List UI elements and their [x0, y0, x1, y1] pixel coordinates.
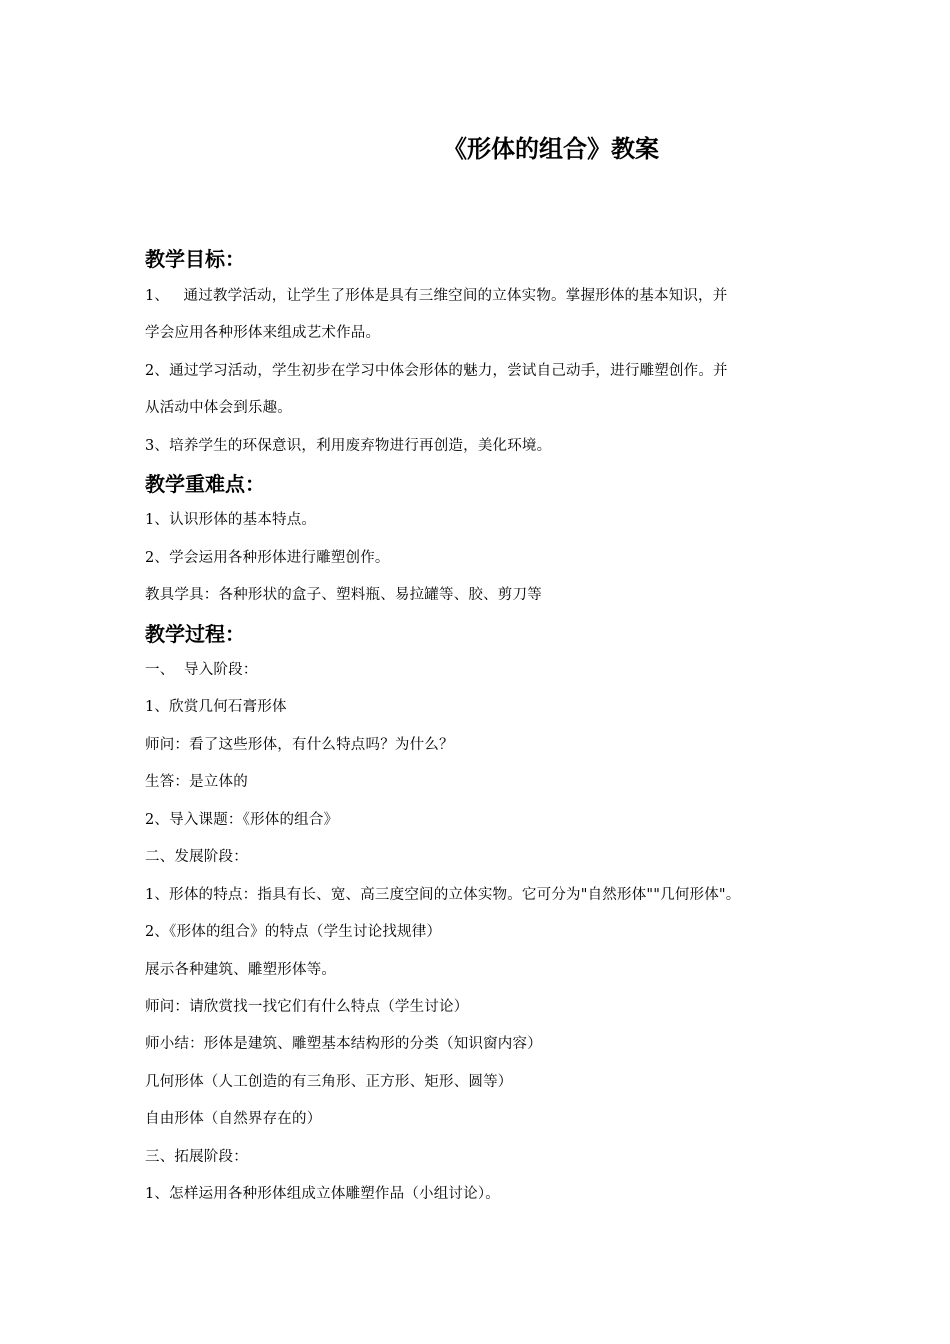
- process-line-13: 自由形体（自然界存在的）: [145, 1111, 322, 1127]
- objectives-line-5: 3、培养学生的环保意识，利用废弃物进行再创造，美化环境。: [145, 438, 552, 454]
- process-line-6: 二、发展阶段：: [145, 849, 248, 865]
- objectives-line-3: 2、通过学习活动，学生初步在学习中体会形体的魅力，尝试自己动手，进行雕塑创作。并: [145, 363, 728, 379]
- key-points-line-2: 2、学会运用各种形体进行雕塑创作。: [145, 550, 390, 566]
- section-heading-key-points: 教学重难点：: [145, 472, 265, 496]
- process-line-4: 生答：是立体的: [145, 774, 248, 790]
- process-line-2: 1、欣赏几何石膏形体: [145, 699, 287, 715]
- section-heading-process: 教学过程：: [145, 622, 245, 646]
- objectives-line-2: 学会应用各种形体来组成艺术作品。: [145, 325, 381, 341]
- process-line-9: 展示各种建筑、雕塑形体等。: [145, 962, 337, 978]
- process-line-7: 1、形体的特点：指具有长、宽、高三度空间的立体实物。它可分为"自然形体""几何形体"。: [145, 887, 741, 903]
- process-line-11: 师小结：形体是建筑、雕塑基本结构形的分类（知识窗内容）: [145, 1036, 542, 1052]
- process-line-12: 几何形体（人工创造的有三角形、正方形、矩形、圆等）: [145, 1074, 513, 1090]
- process-line-5: 2、导入课题：《形体的组合》: [145, 812, 339, 828]
- objectives-line-4: 从活动中体会到乐趣。: [145, 400, 292, 416]
- process-line-15: 1、怎样运用各种形体组成立体雕塑作品（小组讨论）。: [145, 1186, 500, 1202]
- key-points-line-3: 教具学具：各种形状的盒子、塑料瓶、易拉罐等、胶、剪刀等: [145, 587, 542, 603]
- key-points-line-1: 1、认识形体的基本特点。: [145, 512, 317, 528]
- process-line-14: 三、拓展阶段：: [145, 1149, 248, 1165]
- process-line-10: 师问：请欣赏找一找它们有什么特点（学生讨论）: [145, 999, 469, 1015]
- section-heading-objectives: 教学目标：: [145, 247, 245, 271]
- objectives-line-1: 1、 通过教学活动，让学生了形体是具有三维空间的立体实物。掌握形体的基本知识，并: [145, 288, 728, 304]
- process-line-3: 师问：看了这些形体，有什么特点吗？为什么？: [145, 737, 454, 753]
- document-title: 《形体的组合》教案: [443, 135, 659, 163]
- process-line-8: 2、《形体的组合》的特点（学生讨论找规律）: [145, 924, 442, 940]
- process-line-1: 一、 导入阶段：: [145, 662, 258, 678]
